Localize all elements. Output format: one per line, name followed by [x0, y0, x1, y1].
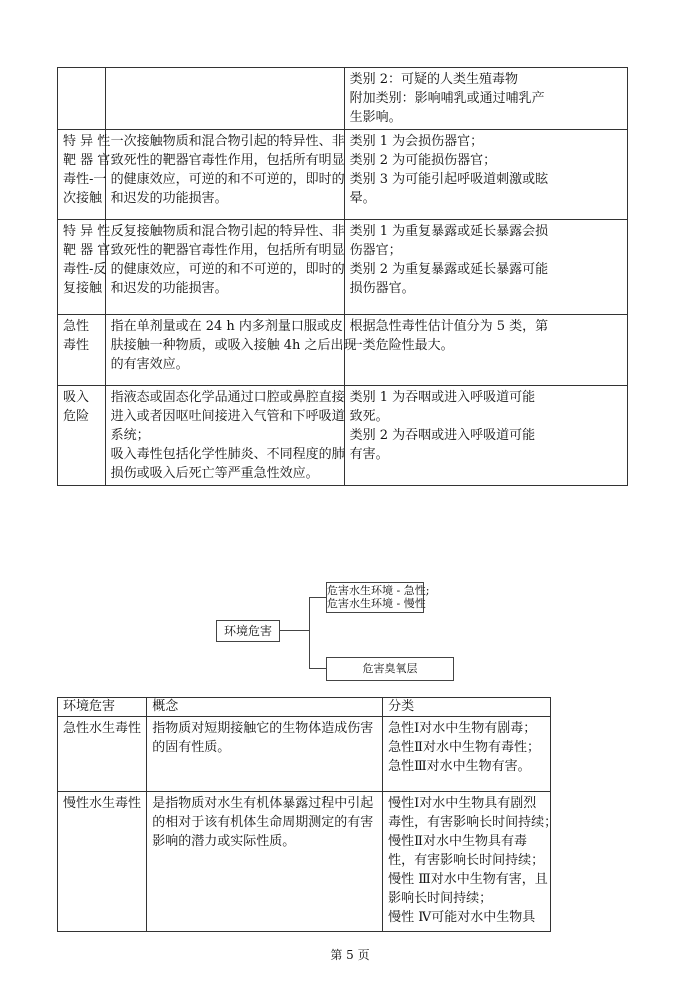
text-line: 的固有性质。 — [152, 740, 231, 755]
text-line: 指液态或固态化学品通过口腔或鼻腔直接 — [110, 390, 345, 405]
text-line: 靶 器 官 — [63, 243, 111, 258]
term-cell — [58, 130, 111, 220]
definition-cell — [105, 68, 344, 130]
term-cell — [58, 717, 147, 792]
diagram-branch-aquatic — [326, 582, 430, 613]
term-cell — [58, 792, 147, 932]
diagram-connector — [279, 630, 310, 631]
text-line: 慢性水生毒性 — [63, 796, 142, 811]
text-line: 类别 2：可疑的人类生殖毒物 — [349, 72, 518, 87]
text-line: 和迟发的功能损害。 — [110, 191, 228, 206]
text-line: 复接触 — [63, 281, 103, 296]
text-line: 一类危险性最大。 — [349, 338, 454, 353]
environmental-hazard-table — [57, 697, 558, 932]
text-line: 毒性-反 — [63, 262, 107, 277]
definition-cell — [105, 130, 344, 220]
text-line: 吸入 — [63, 390, 90, 405]
text-line: 伤器官； — [349, 243, 402, 258]
category-cell — [344, 220, 627, 315]
text-line: 类别 2 为吞咽或进入呼吸道可能 — [349, 428, 536, 443]
text-line: 的相对于该有机体生命周期测定的有害 — [152, 815, 374, 830]
text-line: 次接触 — [63, 191, 103, 206]
text-line: 晕。 — [349, 191, 376, 206]
table-row — [58, 717, 551, 792]
text-line: 类别 3 为可能引起呼吸道刺激或眩 — [349, 172, 549, 187]
diagram-connector — [309, 597, 310, 669]
diagram-connector — [309, 668, 326, 669]
text-line: 的有害效应。 — [110, 357, 189, 372]
text-line: 类别 2 为重复暴露或延长暴露可能 — [349, 262, 549, 277]
text-line: 影响的潜力或实际性质。 — [152, 834, 296, 849]
text-line: 类别 1 为吞咽或进入呼吸道可能 — [349, 390, 536, 405]
text-line: 毒性，有害影响长时间持续； — [388, 815, 558, 830]
text-line: 特 异 性 — [63, 134, 111, 149]
text-line: 危害水生环境 - 急性; — [327, 584, 430, 597]
text-line: 肤接触一种物质，或吸入接触 4h 之后出现 — [110, 338, 357, 353]
text-line: 类别 2 为可能损伤器官； — [349, 153, 497, 168]
table-row — [58, 386, 628, 486]
text-line: 进入或者因呕吐间接进入气管和下呼吸道 — [110, 409, 345, 424]
text-line: 的健康效应，可逆的和不可逆的，即时的 — [110, 262, 345, 277]
table-row — [58, 68, 628, 130]
category-cell — [383, 717, 551, 792]
text-line: 系统； — [110, 428, 150, 443]
text-line: 指物质对短期接触它的生物体造成伤害 — [152, 721, 374, 736]
text-line: 急性Ⅲ对水中生物有害。 — [388, 759, 531, 774]
category-cell — [344, 130, 627, 220]
term-cell — [58, 386, 106, 486]
text-line: 生影响。 — [349, 110, 402, 125]
category-cell — [383, 792, 558, 932]
text-line: 指在单剂量或在 24 h 内多剂量口服或皮 — [110, 319, 343, 334]
text-line: 损伤器官。 — [349, 281, 415, 296]
table-row — [58, 220, 628, 315]
text-line: 性，有害影响长时间持续； — [388, 853, 545, 868]
text-line: 附加类别：影响哺乳或通过哺乳产 — [349, 91, 545, 106]
text-line: 致死性的靶器官毒性作用，包括所有明显 — [110, 153, 345, 168]
definition-cell — [105, 315, 357, 386]
text-line: 急性 — [63, 319, 90, 334]
text-line: 吸入毒性包括化学性肺炎、不同程度的肺 — [110, 447, 345, 462]
text-line: 危险 — [63, 409, 90, 424]
definition-cell — [147, 792, 383, 932]
text-line: 是指物质对水生有机体暴露过程中引起 — [152, 796, 374, 811]
diagram-branch-ozone: 危害臭氧层 — [326, 657, 454, 681]
text-line: 类别 1 为会损伤器官； — [349, 134, 484, 149]
definition-cell — [105, 386, 344, 486]
term-cell — [58, 220, 111, 315]
definition-cell — [105, 220, 344, 315]
text-line: 类别 1 为重复暴露或延长暴露会损 — [349, 224, 549, 239]
table-row — [58, 792, 551, 932]
category-cell — [344, 68, 627, 130]
text-line: 慢性 Ⅳ可能对水中生物具 — [388, 910, 536, 925]
text-line: 的健康效应，可逆的和不可逆的，即时的 — [110, 172, 345, 187]
text-line: 致死性的靶器官毒性作用，包括所有明显 — [110, 243, 345, 258]
text-line: 一次接触物质和混合物引起的特异性、非 — [110, 134, 345, 149]
text-line: 影响长时间持续； — [388, 891, 493, 906]
health-hazard-table — [57, 67, 628, 486]
text-line: 危害水生环境 - 慢性 — [327, 597, 426, 610]
definition-cell — [147, 717, 383, 792]
text-line: 有害。 — [349, 447, 389, 462]
text-line: 急性Ⅱ对水中生物有毒性； — [388, 740, 540, 755]
text-line: 致死。 — [349, 409, 389, 424]
text-line: 毒性 — [63, 338, 90, 353]
column-header: 概念 — [147, 698, 383, 717]
text-line: 根据急性毒性估计值分为 5 类，第 — [349, 319, 549, 334]
text-line: 反复接触物质和混合物引起的特异性、非 — [110, 224, 345, 239]
text-line: 特 异 性 — [63, 224, 111, 239]
column-header: 环境危害 — [58, 698, 147, 717]
table-row — [58, 130, 628, 220]
text-line: 急性水生毒性 — [63, 721, 142, 736]
text-line: 毒性-一 — [63, 172, 107, 187]
table-header-row — [58, 698, 551, 717]
text-line: 损伤或吸入后死亡等严重急性效应。 — [110, 466, 319, 481]
term-cell — [58, 68, 106, 130]
text-line: 慢性Ⅰ对水中生物具有剧烈 — [388, 796, 537, 811]
table-row — [58, 315, 628, 386]
diagram-root-box: 环境危害 — [216, 620, 280, 642]
text-line: 慢性Ⅱ对水中生物具有毒 — [388, 834, 527, 849]
term-cell — [58, 315, 106, 386]
column-header: 分类 — [383, 698, 551, 717]
text-line: 慢性 Ⅲ对水中生物有害，且 — [388, 872, 548, 887]
page-number: 第 5 页 — [330, 948, 370, 962]
text-line: 和迟发的功能损害。 — [110, 281, 228, 296]
category-cell — [344, 315, 627, 386]
diagram-connector — [309, 597, 326, 598]
text-line: 靶 器 官 — [63, 153, 111, 168]
category-cell — [344, 386, 627, 486]
text-line: 急性Ⅰ对水中生物有剧毒； — [388, 721, 537, 736]
